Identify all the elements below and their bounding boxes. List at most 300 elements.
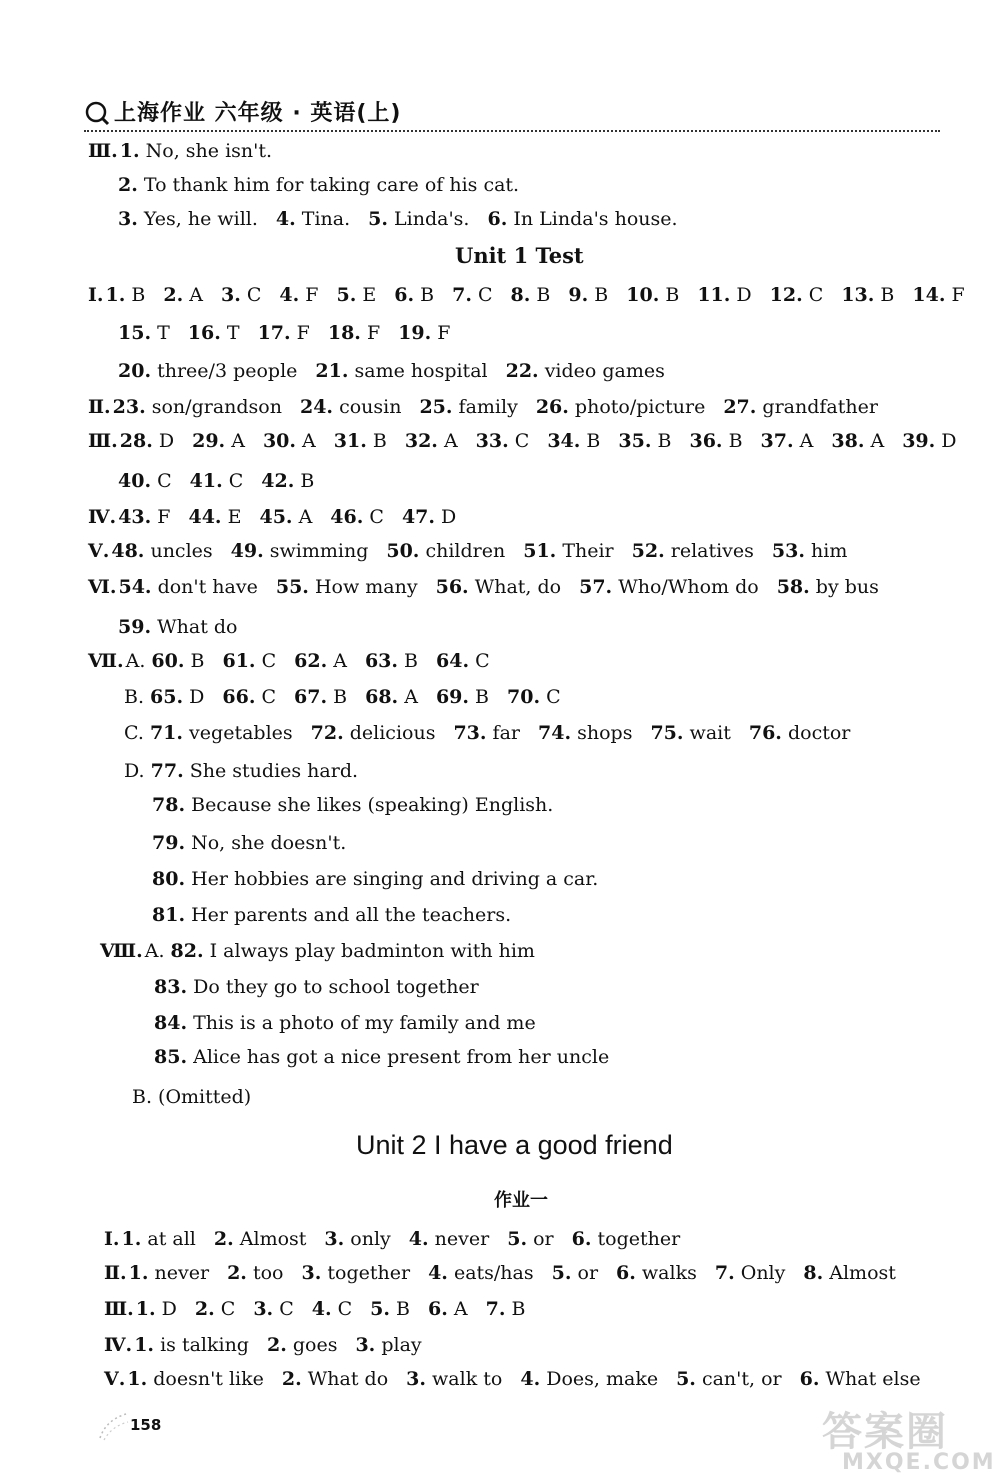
answer-text: A	[398, 686, 418, 708]
answer-text: or	[527, 1228, 554, 1250]
answer-line	[118, 176, 537, 195]
answer-item	[188, 322, 240, 344]
answer-text: never	[428, 1228, 490, 1250]
answer-item	[676, 1368, 782, 1390]
question-number: 40.	[118, 470, 152, 492]
answer-item	[118, 174, 519, 196]
question-number: 4.	[311, 1298, 332, 1320]
question-number: 3.	[253, 1298, 274, 1320]
answer-item	[831, 430, 884, 452]
answer-item	[267, 1334, 337, 1356]
answer-text: B	[398, 650, 419, 672]
answer-line	[88, 652, 508, 671]
watermark-logo	[812, 1400, 996, 1478]
answer-text: Her hobbies are singing and driving a car.	[185, 868, 599, 890]
answer-text: D	[435, 506, 457, 528]
answer-text: B	[530, 284, 551, 306]
answer-text: C	[469, 650, 490, 672]
answer-item	[188, 506, 241, 528]
answer-line	[154, 978, 497, 997]
answer-item	[436, 650, 490, 672]
answer-text: D	[935, 430, 957, 452]
question-number: 53.	[771, 540, 805, 562]
answer-text: B	[414, 284, 435, 306]
answer-line	[104, 1370, 939, 1389]
question-number: 3.	[406, 1368, 426, 1390]
answer-text: What else	[819, 1368, 921, 1390]
question-number: 3.	[220, 284, 241, 306]
answer-item	[507, 1228, 553, 1250]
answer-item	[536, 396, 706, 418]
answer-item	[453, 722, 520, 744]
question-number: 26.	[535, 396, 569, 418]
question-number: 44.	[188, 506, 222, 528]
question-number: 70.	[507, 686, 541, 708]
answer-line	[104, 1230, 698, 1249]
answer-item	[486, 1298, 526, 1320]
answer-text: C	[151, 470, 172, 492]
answer-item	[122, 1228, 196, 1250]
answer-item	[154, 1012, 536, 1034]
answer-item	[800, 1368, 921, 1390]
question-number: 52.	[631, 540, 665, 562]
answer-line	[104, 1336, 440, 1355]
answer-item	[127, 1368, 264, 1390]
question-number: 64.	[436, 650, 470, 672]
question-number: 6.	[428, 1298, 448, 1320]
question-number: 74.	[538, 722, 572, 744]
answer-text: uncles	[144, 540, 213, 562]
answer-line	[88, 578, 897, 597]
answer-text: Who/Whom do	[612, 576, 759, 598]
page-corner-decoration-icon	[96, 1410, 130, 1442]
question-number: 5.	[676, 1368, 696, 1390]
answer-text: family	[452, 396, 518, 418]
answer-item	[402, 506, 456, 528]
answer-text: D	[730, 284, 752, 306]
answer-text: She studies hard.	[183, 760, 359, 782]
question-number: 65.	[150, 686, 184, 708]
question-number: 35.	[618, 430, 652, 452]
question-number: 58.	[776, 576, 810, 598]
answer-item	[152, 832, 346, 854]
answer-item	[777, 576, 879, 598]
answer-text: don't have	[151, 576, 258, 598]
answer-text: swimming	[263, 540, 369, 562]
answer-text: C	[363, 506, 384, 528]
question-number: 68.	[365, 686, 399, 708]
section-numeral: Ⅲ.	[88, 140, 118, 162]
answer-text: F	[360, 322, 381, 344]
question-number: 62.	[294, 650, 328, 672]
answer-text: B	[874, 284, 895, 306]
question-number: 73.	[453, 722, 487, 744]
answer-item	[111, 540, 212, 562]
answer-item	[152, 904, 511, 926]
answer-text: A	[292, 506, 313, 528]
answer-item	[912, 284, 964, 306]
answer-item	[214, 1228, 307, 1250]
watermark-bottom-text: MXQE.COM	[842, 1450, 996, 1475]
answer-line	[154, 1014, 554, 1033]
answer-text: far	[486, 722, 520, 744]
question-number: 5.	[368, 208, 388, 230]
answer-item	[301, 1262, 410, 1284]
answer-text: B	[659, 284, 680, 306]
answer-text: Only	[734, 1262, 786, 1284]
question-number: 59.	[118, 616, 152, 638]
section-numeral: Ⅰ.	[104, 1228, 120, 1250]
answer-text: C	[273, 1298, 294, 1320]
section-numeral: Ⅴ.	[88, 540, 110, 562]
question-number: 55.	[275, 576, 309, 598]
answer-item	[154, 1046, 609, 1068]
question-number: 18.	[327, 322, 361, 344]
answer-item	[330, 506, 384, 528]
answer-text: I always play badminton with him	[203, 940, 535, 962]
answer-item	[113, 396, 282, 418]
question-number: 4.	[408, 1228, 429, 1250]
answer-line	[124, 762, 376, 781]
answer-item	[520, 1368, 658, 1390]
section-numeral: Ⅶ.	[88, 650, 124, 672]
question-number: 3.	[301, 1262, 322, 1284]
question-number: 8.	[510, 284, 531, 306]
question-number: 19.	[398, 322, 432, 344]
answer-line	[118, 362, 683, 381]
answer-item	[428, 1298, 468, 1320]
answer-item	[616, 1262, 697, 1284]
question-number: 5.	[336, 284, 357, 306]
answer-item	[163, 284, 203, 306]
answer-text: cousin	[333, 396, 402, 418]
answer-item	[120, 430, 174, 452]
answer-text: C	[214, 1298, 236, 1320]
answer-text: wait	[683, 722, 731, 744]
answer-text: Her parents and all the teachers.	[185, 904, 512, 926]
answer-text: together	[591, 1228, 681, 1250]
answer-item	[487, 208, 677, 230]
answer-item	[406, 1368, 502, 1390]
question-number: 4.	[275, 208, 296, 230]
answer-item	[154, 976, 479, 998]
answer-item	[715, 1262, 786, 1284]
section-numeral: Ⅲ.	[88, 430, 118, 452]
answer-text: C	[255, 686, 277, 708]
answer-line	[88, 142, 290, 161]
question-number: 43.	[118, 506, 152, 528]
answer-text: Alice has got a nice present from her uncle	[187, 1046, 610, 1068]
answer-item	[511, 284, 551, 306]
answer-text: B	[580, 430, 601, 452]
answer-text: play	[375, 1334, 422, 1356]
answer-text: C	[255, 650, 277, 672]
question-number: 50.	[386, 540, 420, 562]
answer-text: C	[802, 284, 824, 306]
answer-text: at all	[141, 1228, 196, 1250]
answer-item	[134, 1334, 249, 1356]
question-number: 2.	[227, 1262, 247, 1284]
answer-item	[370, 1298, 410, 1320]
answer-text: F	[290, 322, 310, 344]
answer-text: Yes, he will.	[137, 208, 258, 230]
answer-item	[365, 650, 418, 672]
answer-item	[190, 470, 244, 492]
question-number: 54.	[118, 576, 152, 598]
answer-item	[279, 284, 318, 306]
answer-item	[222, 686, 276, 708]
answer-text: What, do	[468, 576, 562, 598]
answer-item	[579, 576, 759, 598]
question-number: 80.	[152, 868, 186, 890]
answer-text: A	[225, 430, 245, 452]
question-number: 24.	[299, 396, 334, 418]
answer-text: is talking	[154, 1334, 249, 1356]
section-numeral: Ⅳ.	[104, 1334, 133, 1356]
answer-text: eats/has	[447, 1262, 534, 1284]
answer-line	[88, 508, 474, 527]
answer-text: E	[356, 284, 377, 306]
answer-item	[192, 430, 245, 452]
answer-item	[409, 1228, 489, 1250]
answer-item	[261, 470, 314, 492]
answer-text: C	[540, 686, 561, 708]
answer-line	[124, 724, 868, 743]
section-numeral: Ⅱ.	[104, 1262, 127, 1284]
section-numeral: Ⅰ.	[88, 284, 104, 306]
question-number: 41.	[189, 470, 223, 492]
question-number: 2.	[281, 1368, 302, 1390]
answer-item	[368, 208, 469, 230]
answer-text: Do they go to school together	[187, 976, 479, 998]
question-number: 69.	[435, 686, 469, 708]
answer-text: A	[296, 430, 316, 452]
sub-part-label: C.	[124, 722, 150, 744]
answer-line	[152, 906, 529, 925]
answer-line	[124, 688, 579, 707]
answer-item	[650, 722, 730, 744]
answer-text: Does, make	[540, 1368, 659, 1390]
question-number: 12.	[769, 284, 803, 306]
answer-text: only	[344, 1228, 391, 1250]
answer-item	[428, 1262, 534, 1284]
answer-text: How many	[308, 576, 418, 598]
answer-text: relatives	[664, 540, 754, 562]
answer-line	[88, 286, 983, 305]
question-number: 1.	[121, 1228, 142, 1250]
answer-item	[398, 322, 450, 344]
question-number: 42.	[261, 470, 295, 492]
question-number: 28.	[119, 430, 153, 452]
question-number: 8.	[803, 1262, 824, 1284]
answer-text: C	[240, 284, 262, 306]
answer-text: T	[220, 322, 240, 344]
answer-item	[336, 284, 376, 306]
question-number: 5.	[370, 1298, 390, 1320]
answer-text: D	[152, 430, 175, 452]
answer-text: delicious	[343, 722, 436, 744]
question-number: 51.	[523, 540, 557, 562]
section-numeral: Ⅲ.	[104, 1298, 134, 1320]
answer-text: walks	[635, 1262, 697, 1284]
question-number: 3.	[324, 1228, 345, 1250]
answer-text: No, she isn't.	[139, 140, 273, 162]
answer-item	[259, 506, 312, 528]
question-number: 75.	[650, 722, 684, 744]
answer-item	[129, 1262, 209, 1284]
answer-item	[294, 686, 347, 708]
answer-item	[770, 284, 824, 306]
answer-text: D	[155, 1298, 177, 1320]
answer-item	[572, 1228, 681, 1250]
answer-text: C	[471, 284, 493, 306]
answer-text: or	[571, 1262, 599, 1284]
question-number: 25.	[419, 396, 453, 418]
answer-item	[118, 506, 170, 528]
answer-text: by bus	[809, 576, 879, 598]
question-number: 3.	[355, 1334, 376, 1356]
question-number: 17.	[257, 322, 291, 344]
answer-text: A	[437, 430, 458, 452]
question-number: 6.	[799, 1368, 820, 1390]
answer-text: three/3 people	[151, 360, 298, 382]
answer-text: C	[331, 1298, 353, 1320]
page-number: 158	[130, 1416, 162, 1434]
answer-line	[100, 942, 553, 961]
question-number: 84.	[154, 1012, 188, 1034]
question-number: 32.	[404, 430, 438, 452]
answer-item	[118, 322, 170, 344]
answer-item	[120, 140, 272, 162]
page-header	[84, 96, 940, 132]
answer-text: video games	[538, 360, 665, 382]
answer-item	[118, 576, 257, 598]
answer-item	[258, 322, 310, 344]
answer-line	[152, 870, 616, 889]
answer-item	[355, 1334, 421, 1356]
section-numeral: Ⅴ.	[104, 1368, 126, 1390]
question-number: 1.	[127, 1368, 148, 1390]
answer-item	[841, 284, 894, 306]
answer-text: B	[125, 284, 146, 306]
answer-text: A	[447, 1298, 468, 1320]
question-number: 45.	[259, 506, 293, 528]
answer-text: This is a photo of my family and me	[187, 1012, 536, 1034]
answer-item	[419, 396, 517, 418]
answer-item	[697, 284, 751, 306]
watermark-top-text: 答案圈	[822, 1409, 948, 1455]
question-number: 36.	[689, 430, 723, 452]
question-number: 61.	[222, 650, 256, 672]
sub-part-label: A.	[125, 650, 152, 672]
question-number: 67.	[294, 686, 328, 708]
question-number: 6.	[394, 284, 415, 306]
question-number: 6.	[571, 1228, 592, 1250]
answer-item	[626, 284, 679, 306]
answer-text: shops	[571, 722, 633, 744]
answer-line	[118, 324, 468, 343]
question-number: 2.	[118, 174, 138, 196]
header-title: 上海作业 六年级 · 英语(上)	[114, 101, 402, 126]
answer-text: What do	[151, 616, 238, 638]
question-number: 29.	[192, 430, 226, 452]
unit1-test-title: Unit 1 Test	[455, 243, 584, 268]
question-number: 39.	[902, 430, 936, 452]
answer-text: To thank him for taking care of his cat.	[137, 174, 520, 196]
answer-item	[222, 650, 276, 672]
answer-item	[315, 360, 487, 382]
question-number: 30.	[262, 430, 296, 452]
answer-text: him	[804, 540, 848, 562]
answer-item	[195, 1298, 235, 1320]
question-number: 79.	[152, 832, 186, 854]
question-number: 82.	[170, 940, 204, 962]
answer-item	[253, 1298, 293, 1320]
answer-text: D	[183, 686, 205, 708]
answer-item	[436, 686, 489, 708]
answer-text: T	[151, 322, 170, 344]
question-number: 46.	[330, 506, 364, 528]
answer-item	[523, 540, 613, 562]
answer-line	[118, 618, 255, 637]
answer-text: F	[945, 284, 965, 306]
question-number: 2.	[194, 1298, 215, 1320]
answer-text: same hospital	[348, 360, 488, 382]
question-number: 5.	[507, 1228, 528, 1250]
answer-text: A	[864, 430, 885, 452]
answer-line	[88, 542, 865, 561]
answer-item	[476, 430, 530, 452]
answer-item	[334, 430, 387, 452]
answer-text: doesn't like	[147, 1368, 264, 1390]
question-number: 2.	[266, 1334, 287, 1356]
question-number: 3.	[118, 208, 138, 230]
answer-item	[394, 284, 434, 306]
answer-text: Almost	[823, 1262, 896, 1284]
answer-item	[145, 940, 535, 962]
answer-text: B	[588, 284, 609, 306]
answer-item	[803, 1262, 896, 1284]
answer-item	[749, 722, 851, 744]
question-number: 57.	[579, 576, 613, 598]
answer-text: too	[246, 1262, 284, 1284]
answer-item	[124, 760, 358, 782]
answer-line	[152, 834, 364, 853]
answer-item	[276, 208, 350, 230]
answer-item	[221, 284, 261, 306]
answer-line	[88, 398, 896, 417]
answer-item	[136, 1298, 177, 1320]
answer-item	[405, 430, 458, 452]
answer-item	[118, 360, 297, 382]
section-numeral: Ⅷ.	[100, 940, 143, 962]
answer-item	[365, 686, 418, 708]
question-number: 77.	[150, 760, 184, 782]
question-number: 2.	[163, 284, 184, 306]
answer-text: B	[294, 470, 315, 492]
answer-text: No, she doesn't.	[185, 832, 347, 854]
question-number: 20.	[118, 360, 152, 382]
answer-text: B	[469, 686, 490, 708]
answer-text: B	[366, 430, 387, 452]
question-number: 4.	[520, 1368, 541, 1390]
answer-text: B	[390, 1298, 411, 1320]
question-number: 33.	[475, 430, 509, 452]
answer-item	[328, 322, 380, 344]
question-number: 56.	[435, 576, 469, 598]
question-number: 2.	[213, 1228, 234, 1250]
question-number: 7.	[714, 1262, 735, 1284]
